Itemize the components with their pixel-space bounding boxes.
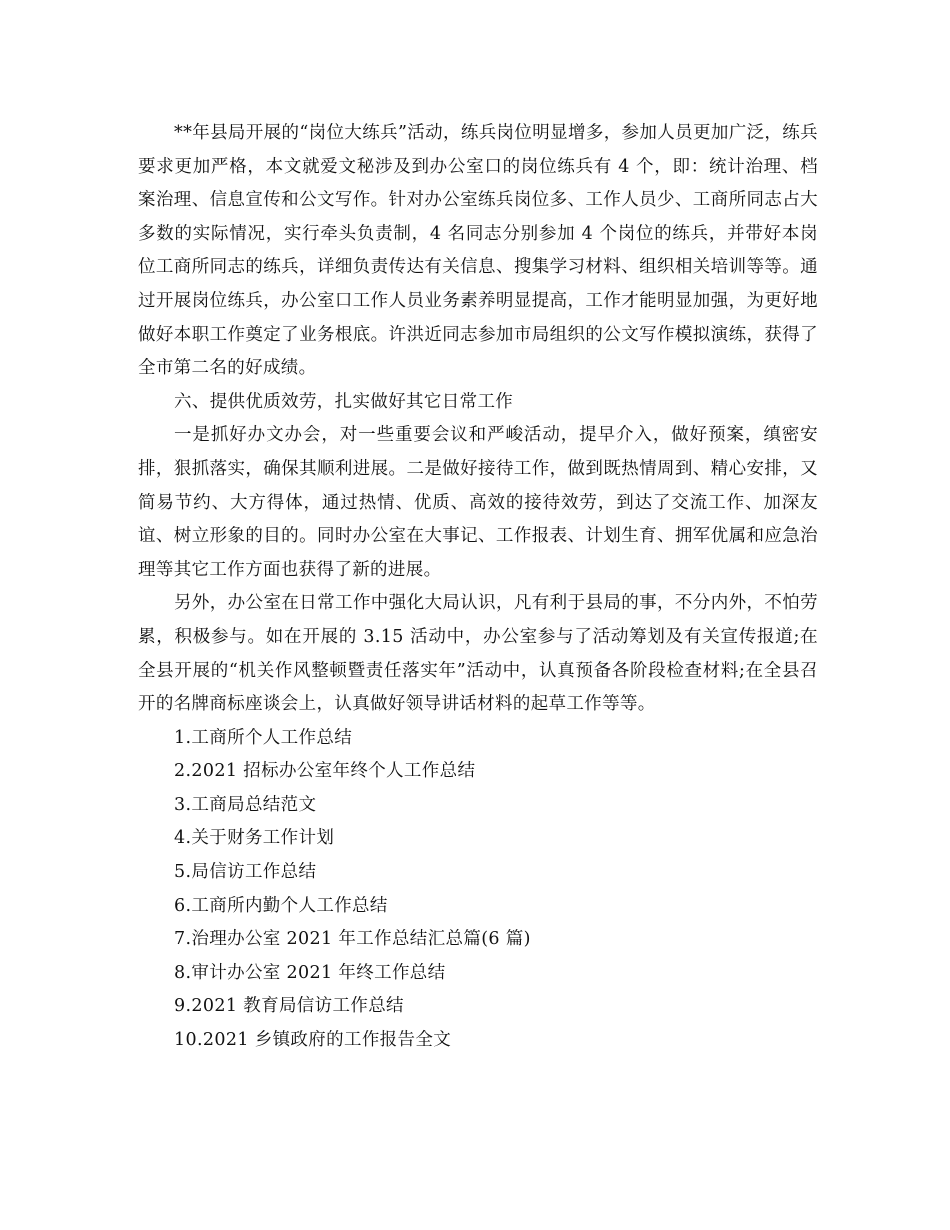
body-paragraph: 另外，办公室在日常工作中强化大局认识，凡有利于县局的事，不分内外，不怕劳累，积极参与。如在开展的 3.15 活动中，办公室参与了活动筹划及有关宣传报道;在全县开展的“机关作风整顿暨责任落实年”活动中，认真预备各阶段检查材料;在全县召开的名牌商标座谈会上，认真做好领导讲话材料的起草工作等等。: [138, 593, 818, 715]
related-article-link[interactable]: 10.2021 乡镇政府的工作报告全文: [174, 1030, 452, 1051]
related-article-link[interactable]: 7.治理办公室 2021 年工作总结汇总篇(6 篇): [174, 929, 531, 950]
document-body: [138, 117, 818, 1058]
related-article-link[interactable]: 8.审计办公室 2021 年终工作总结: [174, 962, 446, 983]
related-article-link[interactable]: 2.2021 招标办公室年终个人工作总结: [174, 761, 476, 782]
related-article-link[interactable]: 3.工商局总结范文: [174, 794, 317, 815]
body-paragraph: **年县局开展的“岗位大练兵”活动，练兵岗位明显增多，参加人员更加广泛，练兵要求更加严格，本文就爱文秘涉及到办公室口的岗位练兵有 4 个，即：统计治理、档案治理、信息宣传和公文写作。针对办公室练兵岗位多、工作人员少、工商所同志占大多数的实际情况，实行牵头负责制，4 名同志分别参加 4 个岗位的练兵，并带好本岗位工商所同志的练兵，详细负责传达有关信息、搜集学习材料、组织相关培训等等。通过开展岗位练兵，办公室口工作人员业务素养明显提高，工作才能明显加强，为更好地做好本职工作奠定了业务根底。许洪近同志参加市局组织的公文写作模拟演练，获得了全市第二名的好成绩。: [138, 123, 818, 379]
related-article-link[interactable]: 4.关于财务工作计划: [174, 828, 335, 849]
related-article-link[interactable]: 6.工商所内勤个人工作总结: [174, 895, 388, 916]
related-articles-list: [138, 722, 818, 1058]
related-article-link[interactable]: 9.2021 教育局信访工作总结: [174, 996, 404, 1017]
section-heading: 六、提供优质效劳，扎实做好其它日常工作: [174, 391, 514, 412]
body-paragraph: 一是抓好办文办会，对一些重要会议和严峻活动，提早介入，做好预案，缜密安排，狠抓落实，确保其顺利进展。二是做好接待工作，做到既热情周到、精心安排，又简易节约、大方得体，通过热情、优质、高效的接待效劳，到达了交流工作、加深友谊、树立形象的目的。同时办公室在大事记、工作报表、计划生育、拥军优属和应急治理等其它工作方面也获得了新的进展。: [138, 425, 818, 580]
related-article-link[interactable]: 5.局信访工作总结: [174, 862, 317, 883]
related-article-link[interactable]: 1.工商所个人工作总结: [174, 727, 353, 748]
